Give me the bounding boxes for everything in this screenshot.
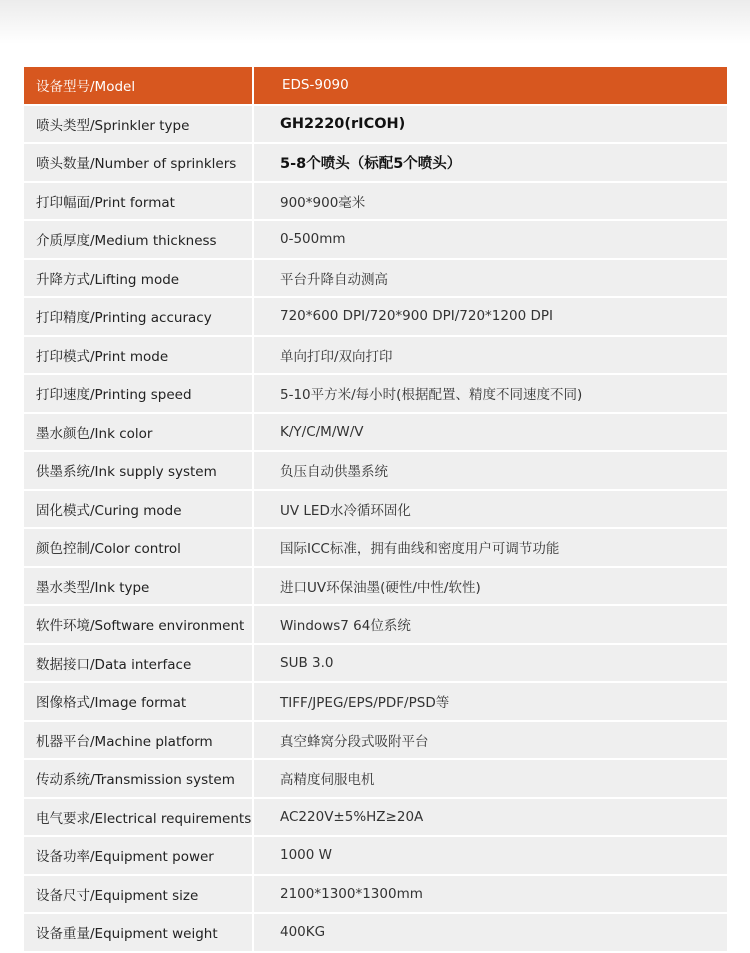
spec-row (24, 144, 727, 181)
spec-value: 0-500mm (254, 221, 727, 258)
spec-row (24, 683, 727, 720)
spec-value: GH2220(rICOH) (254, 106, 727, 143)
header-value: EDS-9090 (254, 67, 727, 104)
spec-row (24, 645, 727, 682)
spec-row (24, 837, 727, 874)
spec-label: 传动系统/Transmission system (24, 760, 252, 797)
spec-label: 设备功率/Equipment power (24, 837, 252, 874)
spec-label: 打印幅面/Print format (24, 183, 252, 220)
spec-label: 机器平台/Machine platform (24, 722, 252, 759)
spec-label: 供墨系统/Ink supply system (24, 452, 252, 489)
spec-value: UV LED水冷循环固化 (254, 491, 727, 528)
spec-label: 设备尺寸/Equipment size (24, 876, 252, 913)
top-shade (0, 0, 750, 44)
spec-value: 单向打印/双向打印 (254, 337, 727, 374)
spec-row (24, 260, 727, 297)
spec-value: 进口UV环保油墨(硬性/中性/软性) (254, 568, 727, 605)
spec-row (24, 298, 727, 335)
spec-label: 墨水类型/Ink type (24, 568, 252, 605)
spec-label: 介质厚度/Medium thickness (24, 221, 252, 258)
spec-row (24, 221, 727, 258)
spec-row (24, 106, 727, 143)
spec-label: 颜色控制/Color control (24, 529, 252, 566)
spec-row (24, 606, 727, 643)
spec-value: 平台升降自动测高 (254, 260, 727, 297)
spec-value: Windows7 64位系统 (254, 606, 727, 643)
spec-row (24, 491, 727, 528)
spec-value: 高精度伺服电机 (254, 760, 727, 797)
spec-label: 喷头类型/Sprinkler type (24, 106, 252, 143)
spec-value: 1000 W (254, 837, 727, 874)
spec-value: 5-10平方米/每小时(根据配置、精度不同速度不同) (254, 375, 727, 412)
spec-label: 固化模式/Curing mode (24, 491, 252, 528)
spec-value: 720*600 DPI/720*900 DPI/720*1200 DPI (254, 298, 727, 335)
spec-value: 国际ICC标准，拥有曲线和密度用户可调节功能 (254, 529, 727, 566)
header-label: 设备型号/Model (24, 67, 252, 104)
spec-label: 喷头数量/Number of sprinklers (24, 144, 252, 181)
spec-row (24, 337, 727, 374)
spec-value: 400KG (254, 914, 727, 951)
spec-label: 数据接口/Data interface (24, 645, 252, 682)
spec-label: 打印模式/Print mode (24, 337, 252, 374)
spec-row (24, 183, 727, 220)
spec-value: 900*900毫米 (254, 183, 727, 220)
spec-value: 真空蜂窝分段式吸附平台 (254, 722, 727, 759)
spec-value: SUB 3.0 (254, 645, 727, 682)
spec-row (24, 722, 727, 759)
spec-table (24, 67, 727, 953)
spec-value: 负压自动供墨系统 (254, 452, 727, 489)
spec-row (24, 452, 727, 489)
spec-row (24, 529, 727, 566)
spec-header-row (24, 67, 727, 104)
spec-value: TIFF/JPEG/EPS/PDF/PSD等 (254, 683, 727, 720)
spec-label: 升降方式/Lifting mode (24, 260, 252, 297)
spec-row (24, 760, 727, 797)
spec-label: 打印精度/Printing accuracy (24, 298, 252, 335)
spec-label: 电气要求/Electrical requirements (24, 799, 252, 836)
spec-row (24, 375, 727, 412)
spec-value: AC220V±5%HZ≥20A (254, 799, 727, 836)
spec-label: 墨水颜色/Ink color (24, 414, 252, 451)
spec-label: 打印速度/Printing speed (24, 375, 252, 412)
spec-label: 设备重量/Equipment weight (24, 914, 252, 951)
spec-value: 2100*1300*1300mm (254, 876, 727, 913)
spec-label: 软件环境/Software environment (24, 606, 252, 643)
spec-value: K/Y/C/M/W/V (254, 414, 727, 451)
spec-row (24, 914, 727, 951)
spec-row (24, 414, 727, 451)
spec-label: 图像格式/Image format (24, 683, 252, 720)
spec-row (24, 799, 727, 836)
spec-row (24, 876, 727, 913)
spec-value: 5-8个喷头（标配5个喷头） (254, 144, 727, 181)
spec-row (24, 568, 727, 605)
